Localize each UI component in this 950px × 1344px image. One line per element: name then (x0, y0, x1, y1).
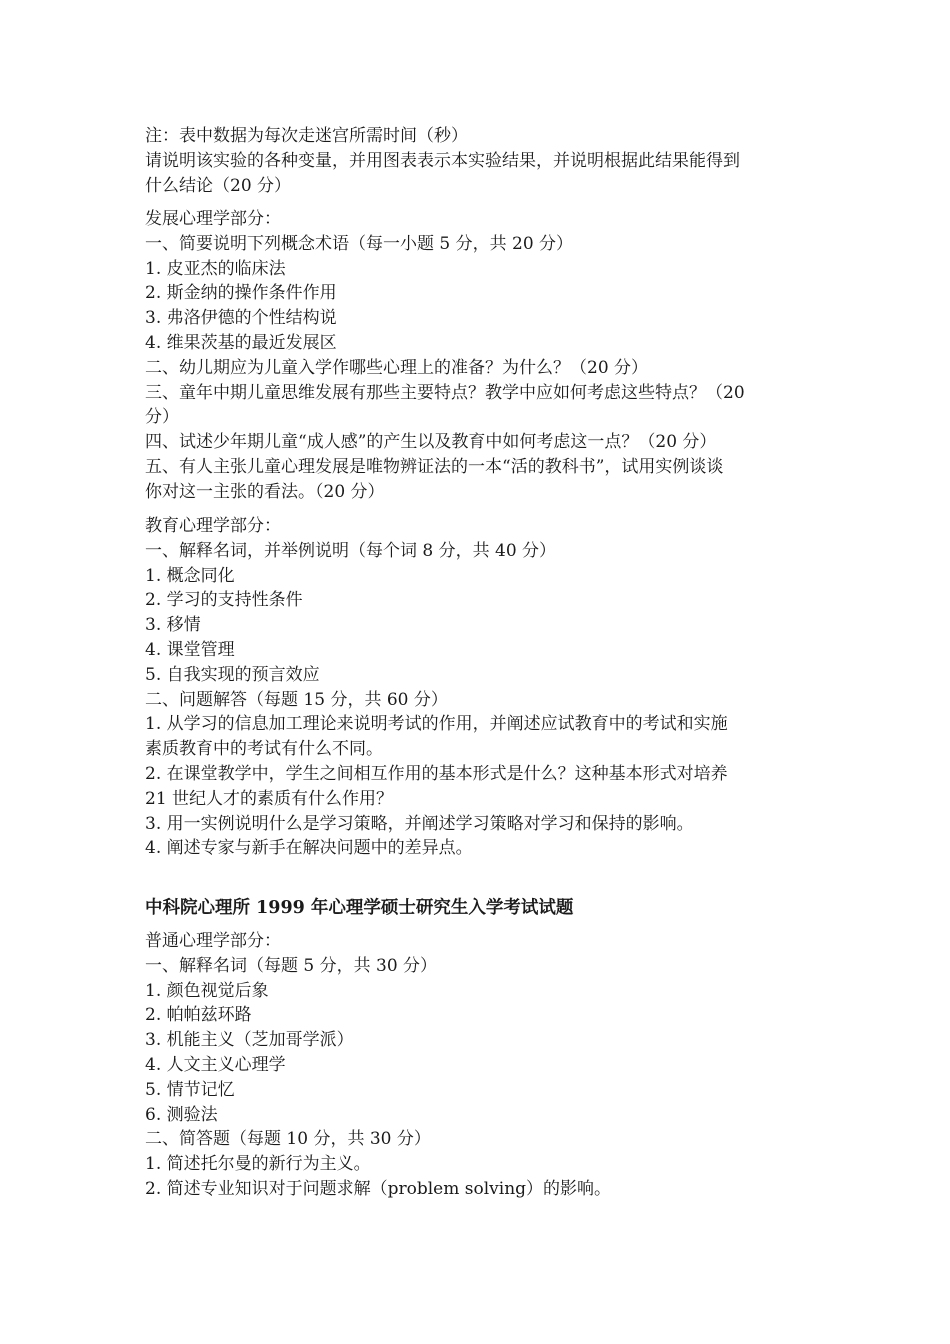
list-item: 5. 情节记忆 (145, 1079, 235, 1100)
question-heading: 五、有人主张儿童心理发展是唯物辨证法的一本“活的教科书”，试用实例谈谈 (145, 456, 724, 477)
text-line: 分） (145, 407, 179, 428)
text-line: 你对这一主张的看法。（20 分） (145, 481, 385, 502)
list-item: 3. 弗洛伊德的个性结构说 (145, 308, 337, 329)
section-heading: 普通心理学部分： (145, 931, 281, 951)
list-item: 6. 测验法 (145, 1104, 218, 1125)
list-item: 5. 自我实现的预言效应 (145, 664, 320, 685)
text-line: 素质教育中的考试有什么不同。 (145, 739, 383, 760)
list-item: 3. 移情 (145, 615, 201, 636)
question-heading: 三、童年中期儿童思维发展有那些主要特点？教学中应如何考虑这些特点？（20 (145, 382, 745, 403)
section-general-psychology (145, 929, 815, 1202)
text-line: 请说明该实验的各种变量，并用图表表示本实验结果，并说明根据此结果能得到 (145, 150, 740, 171)
section-developmental-psychology (145, 207, 815, 505)
section-heading: 教育心理学部分： (145, 516, 281, 536)
question-heading: 四、试述少年期儿童“成人感”的产生以及教育中如何考虑这一点？（20 分） (145, 432, 717, 453)
list-item: 2. 在课堂教学中，学生之间相互作用的基本形式是什么？这种基本形式对培养 (145, 763, 728, 784)
list-item: 2. 斯金纳的操作条件作用 (145, 283, 337, 304)
question-heading: 二、简答题（每题 10 分，共 30 分） (145, 1129, 431, 1150)
section-heading: 发展心理学部分： (145, 209, 281, 229)
list-item: 4. 维果茨基的最近发展区 (145, 332, 337, 353)
question-heading: 一、解释名词（每题 5 分，共 30 分） (145, 955, 438, 976)
text-line: 什么结论（20 分） (145, 175, 292, 196)
list-item: 2. 简述专业知识对于问题求解（problem solving）的影响。 (145, 1178, 612, 1199)
list-item: 4. 人文主义心理学 (145, 1054, 286, 1075)
list-item: 3. 用一实例说明什么是学习策略，并阐述学习策略对学习和保持的影响。 (145, 813, 694, 834)
list-item: 2. 帕帕兹环路 (145, 1005, 252, 1026)
exam-title: 中科院心理所 1999 年心理学硕士研究生入学考试试题 (145, 898, 574, 918)
question-heading: 一、简要说明下列概念术语（每一小题 5 分，共 20 分） (145, 233, 574, 254)
question-heading: 一、解释名词，并举例说明（每个词 8 分，共 40 分） (145, 540, 557, 561)
section-experiment-note (145, 124, 815, 198)
section-educational-psychology (145, 514, 815, 861)
question-heading: 二、问题解答（每题 15 分，共 60 分） (145, 689, 448, 710)
text-line: 注：表中数据为每次走迷宫所需时间（秒） (145, 126, 468, 146)
list-item: 1. 简述托尔曼的新行为主义。 (145, 1154, 371, 1175)
list-item: 4. 课堂管理 (145, 639, 235, 660)
text-line: 21 世纪人才的素质有什么作用？ (145, 788, 394, 809)
list-item: 3. 机能主义（芝加哥学派） (145, 1030, 354, 1051)
list-item: 1. 从学习的信息加工理论来说明考试的作用，并阐述应试教育中的考试和实施 (145, 714, 728, 735)
question-heading: 二、幼儿期应为儿童入学作哪些心理上的准备？为什么？（20 分） (145, 357, 649, 378)
list-item: 1. 皮亚杰的临床法 (145, 258, 286, 279)
list-item: 1. 概念同化 (145, 565, 235, 586)
list-item: 1. 颜色视觉后象 (145, 980, 269, 1001)
list-item: 2. 学习的支持性条件 (145, 590, 303, 611)
list-item: 4. 阐述专家与新手在解决问题中的差异点。 (145, 838, 473, 859)
